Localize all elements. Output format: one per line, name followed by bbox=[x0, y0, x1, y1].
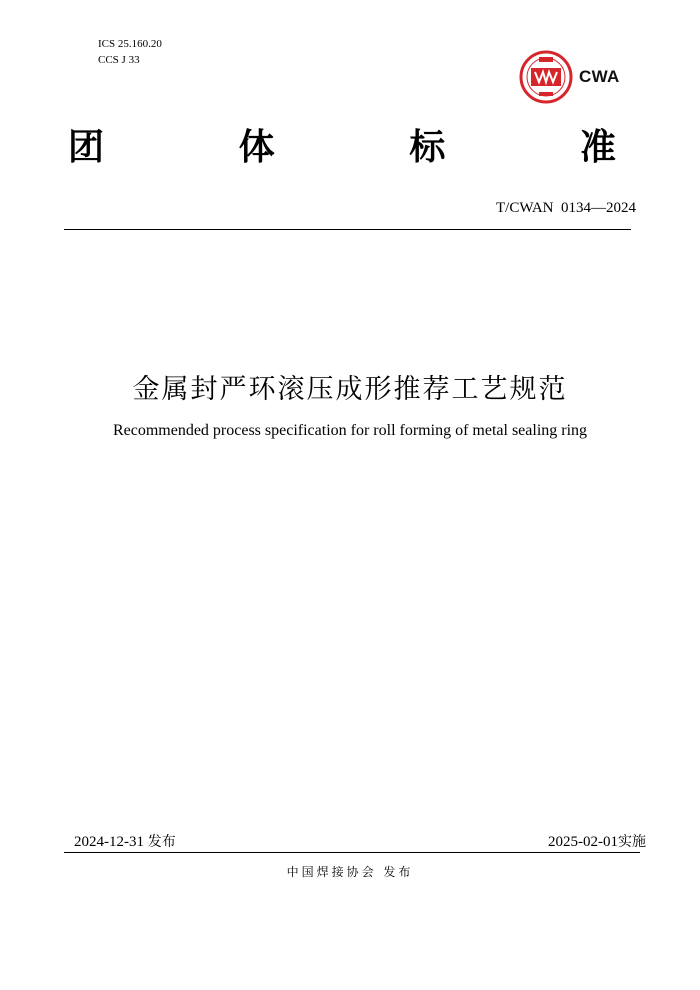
publish-date: 2024-12-31 bbox=[74, 834, 144, 850]
cwa-logo bbox=[519, 50, 629, 104]
document-type-heading bbox=[68, 127, 616, 169]
implement-date: 2025-02-01 bbox=[548, 834, 618, 850]
implement-date-line bbox=[548, 831, 646, 851]
header-divider bbox=[64, 229, 631, 230]
ccs-code: CCS J 33 bbox=[98, 54, 140, 66]
ics-code: ICS 25.160.20 bbox=[98, 38, 162, 50]
doc-type-char: 体 bbox=[238, 127, 275, 168]
title-english: Recommended process specification for roll forming of metal sealing ring bbox=[112, 422, 588, 439]
publisher: 中国焊接协会 发布 bbox=[286, 865, 414, 879]
publish-label: 发布 bbox=[147, 834, 176, 850]
title-chinese: 金属封严环滚压成形推荐工艺规范 bbox=[132, 374, 568, 405]
doc-type-char: 标 bbox=[409, 127, 446, 168]
classification-codes bbox=[98, 36, 162, 68]
cwa-emblem-icon bbox=[519, 50, 573, 104]
implement-label: 实施 bbox=[618, 834, 646, 850]
standard-number: T/CWAN 0134—2024 bbox=[496, 200, 636, 216]
logo-text: CWA bbox=[579, 67, 620, 86]
footer-divider bbox=[64, 852, 640, 853]
doc-type-char: 准 bbox=[579, 127, 616, 168]
publish-date-line bbox=[74, 831, 176, 851]
doc-type-char: 团 bbox=[68, 127, 105, 168]
